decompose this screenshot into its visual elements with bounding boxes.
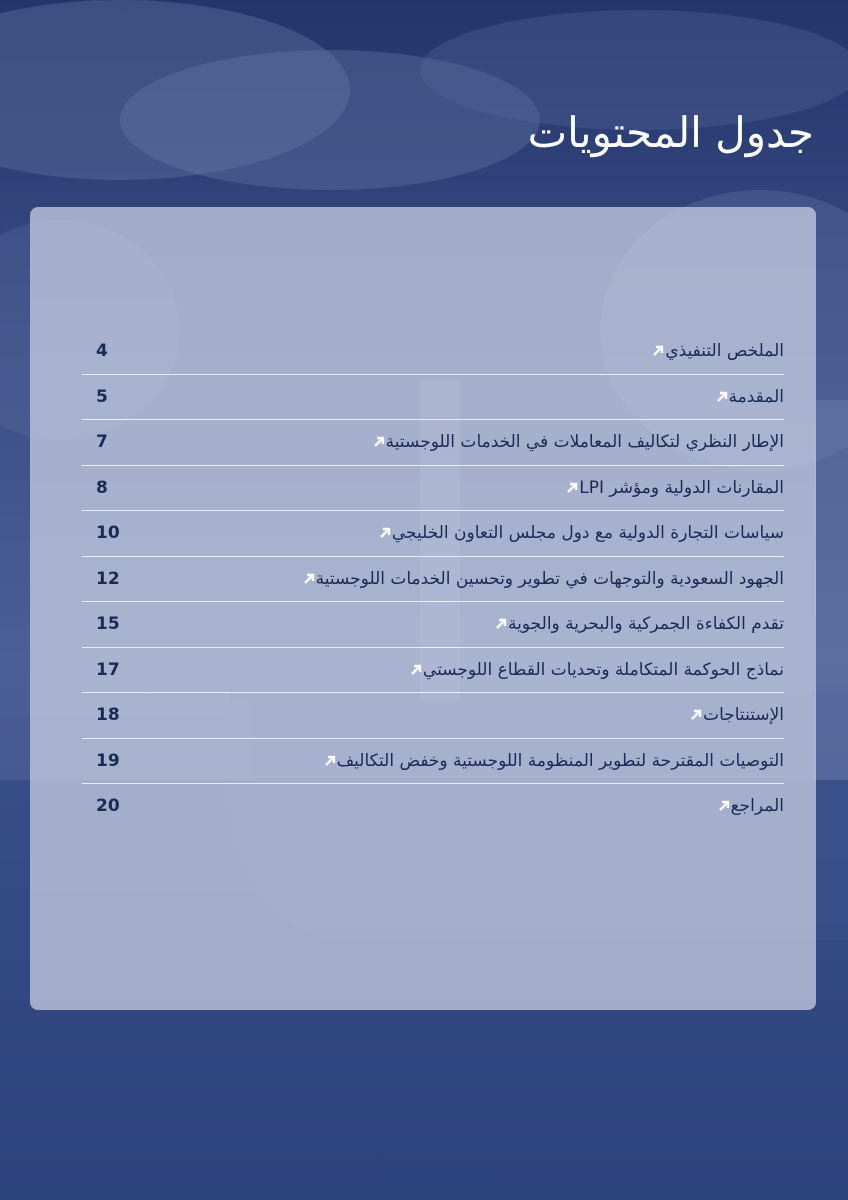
toc-entry-title: التوصيات المقترحة لتطوير المنظومة اللوجستية وخفض التكاليف xyxy=(336,750,784,771)
toc-entry xyxy=(492,614,784,634)
toc-page-number: 4 xyxy=(96,340,108,361)
toc-entry xyxy=(649,341,784,361)
toc-row[interactable] xyxy=(82,556,784,602)
toc-row[interactable] xyxy=(82,419,784,465)
toc-entry xyxy=(321,751,784,771)
toc-page-number: 15 xyxy=(96,614,120,635)
toc-row[interactable] xyxy=(82,465,784,511)
toc-entry-title: الملخص التنفيذي xyxy=(665,340,784,361)
toc-entry xyxy=(376,523,784,543)
arrow-up-right-icon xyxy=(409,663,423,677)
toc-row[interactable] xyxy=(82,601,784,647)
toc-page-number: 17 xyxy=(96,659,120,680)
toc-entry-title: الإطار النظري لتكاليف المعاملات في الخدمات اللوجستية xyxy=(385,432,784,453)
toc-entry-title: تقدم الكفاءة الجمركية والبحرية والجوية xyxy=(508,614,784,635)
toc-entry xyxy=(713,387,784,407)
toc-entry-title: المقدمة xyxy=(728,386,784,407)
toc-entry xyxy=(687,705,784,725)
toc-entry-title: سياسات التجارة الدولية مع دول مجلس التعاون الخليجي xyxy=(391,523,784,544)
arrow-up-right-icon xyxy=(717,799,731,813)
page-title: جدول المحتويات xyxy=(527,108,814,157)
toc-entry-title: المراجع xyxy=(730,796,784,817)
toc-row[interactable] xyxy=(82,510,784,556)
toc-page-number: 12 xyxy=(96,568,120,589)
toc-page-number: 20 xyxy=(96,796,120,817)
arrow-up-right-icon xyxy=(715,390,729,404)
toc-page-number: 18 xyxy=(96,705,120,726)
toc-entry xyxy=(715,796,784,816)
toc-page-number: 5 xyxy=(96,386,108,407)
toc-entry xyxy=(370,432,784,452)
toc-row[interactable] xyxy=(82,692,784,738)
toc-entry xyxy=(407,660,784,680)
arrow-up-right-icon xyxy=(689,708,703,722)
arrow-up-right-icon xyxy=(372,435,386,449)
toc-row[interactable] xyxy=(82,374,784,420)
toc-entry xyxy=(300,569,784,589)
toc-entry xyxy=(563,478,784,498)
arrow-up-right-icon xyxy=(494,617,508,631)
toc-entry-title: الإستنتاجات xyxy=(703,705,784,726)
toc-page-number: 7 xyxy=(96,432,108,453)
toc-row[interactable] xyxy=(82,647,784,693)
arrow-up-right-icon xyxy=(651,344,665,358)
toc-row[interactable] xyxy=(82,783,784,829)
arrow-up-right-icon xyxy=(565,481,579,495)
toc-row[interactable] xyxy=(82,738,784,784)
toc-row[interactable] xyxy=(82,328,784,374)
toc-page-number: 8 xyxy=(96,477,108,498)
arrow-up-right-icon xyxy=(323,754,337,768)
toc-entry-title: الجهود السعودية والتوجهات في تطوير وتحسين الخدمات اللوجستية xyxy=(315,568,784,589)
toc-entry-title: المقارنات الدولية ومؤشر LPI xyxy=(579,477,784,498)
arrow-up-right-icon xyxy=(378,526,392,540)
arrow-up-right-icon xyxy=(302,572,316,586)
toc-entry-title: نماذج الحوكمة المتكاملة وتحديات القطاع اللوجستي xyxy=(422,659,784,680)
toc-list xyxy=(82,328,784,829)
toc-page-number: 10 xyxy=(96,523,120,544)
toc-page-number: 19 xyxy=(96,750,120,771)
